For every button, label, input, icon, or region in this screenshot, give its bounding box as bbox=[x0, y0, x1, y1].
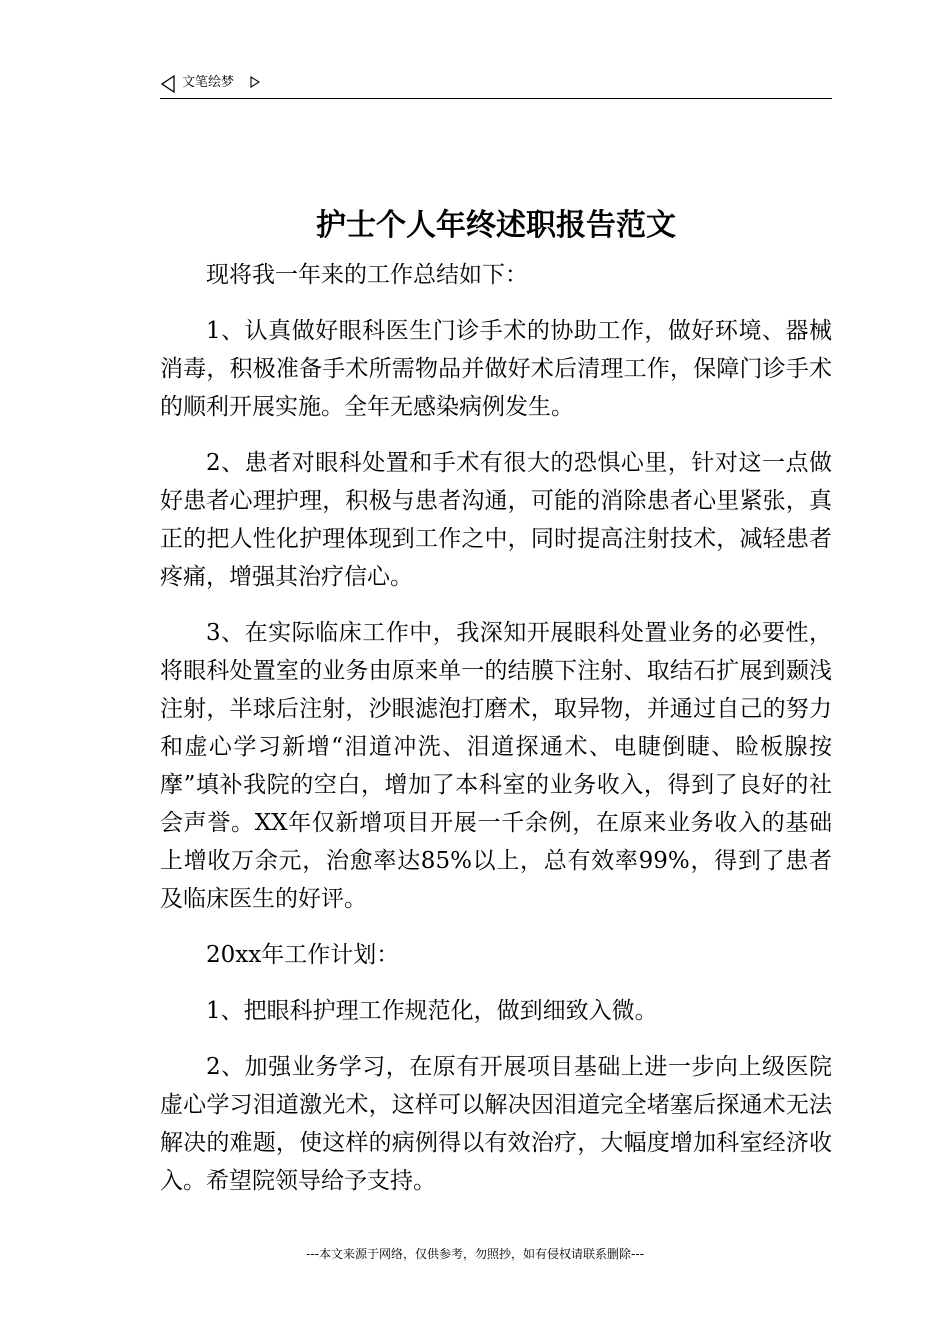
page-footer: ---本文来源于网络，仅供参考，勿照抄，如有侵权请联系删除--- bbox=[306, 1247, 644, 1261]
left-triangle-icon bbox=[160, 75, 176, 93]
paragraph: 1、认真做好眼科医生门诊手术的协助工作，做好环境、器械消毒，积极准备手术所需物品并做好术后清理工作，保障门诊手术的顺利开展实施。全年无感染病例发生。 bbox=[160, 318, 832, 420]
paragraph: 现将我一年来的工作总结如下： bbox=[206, 262, 528, 288]
document-title: 护士个人年终述职报告范文 bbox=[316, 208, 676, 243]
page-header bbox=[160, 72, 832, 99]
paragraph: 3、在实际临床工作中，我深知开展眼科处置业务的必要性，将眼科处置室的业务由原来单一的结膜下注射、取结石扩展到颞浅注射，半球后注射，沙眼滤泡打磨术，取异物，并通过自己的努力和虚心学习新增“泪道冲洗、泪道探通术、电睫倒睫、睑板腺按摩”填补我院的空白，增加了本科室的业务收入，得到了良好的社会声誉。XX年仅新增项目开展一千余例，在原来业务收入的基础上增收万余元，治愈率达85%以上，总有效率99%，得到了患者及临床医生的好评。 bbox=[160, 620, 832, 912]
paragraph: 2、患者对眼科处置和手术有很大的恐惧心里，针对这一点做好患者心理护理，积极与患者沟通，可能的消除患者心里紧张，真正的把人性化护理体现到工作之中，同时提高注射技术，减轻患者疼痛，增强其治疗信心。 bbox=[160, 450, 832, 590]
paragraph: 1、把眼科护理工作规范化，做到细致入微。 bbox=[206, 998, 658, 1024]
header-brand: 文笔绘梦 bbox=[182, 75, 235, 90]
right-triangle-icon bbox=[250, 76, 260, 88]
paragraph: 2、加强业务学习，在原有开展项目基础上进一步向上级医院虚心学习泪道激光术，这样可以解决因泪道完全堵塞后探通术无法解决的难题，使这样的病例得以有效治疗，大幅度增加科室经济收入。希望院领导给予支持。 bbox=[160, 1054, 832, 1194]
document-body bbox=[160, 256, 832, 1218]
paragraph: 20xx年工作计划： bbox=[206, 942, 400, 968]
